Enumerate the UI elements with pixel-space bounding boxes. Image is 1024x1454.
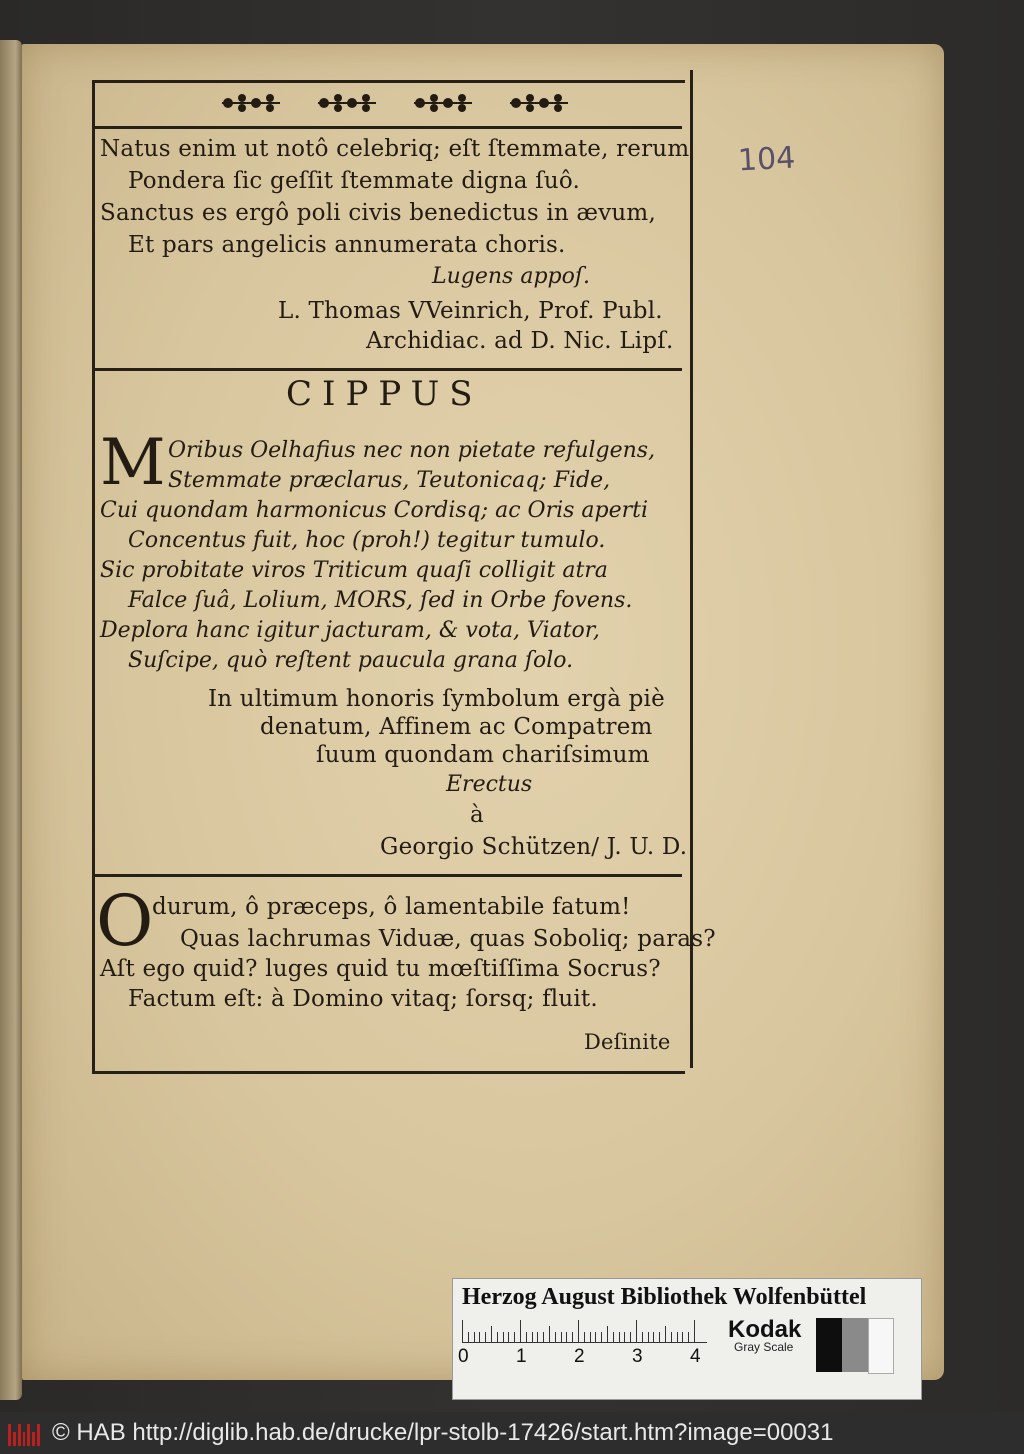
ornament-band xyxy=(220,92,570,120)
verse-line: Pondera ſic geſſit ſtemmate digna ſuô. xyxy=(128,168,581,194)
section-divider xyxy=(92,368,682,371)
ruler-tick xyxy=(549,1326,550,1342)
ruler-tick xyxy=(578,1320,579,1342)
verse-line: Quas lachrumas Viduæ, quas Soboliq; paras? xyxy=(180,926,716,952)
ruler-tick xyxy=(474,1332,475,1342)
ruler-tick xyxy=(462,1320,463,1342)
gray-swatch-black xyxy=(816,1318,842,1372)
ruler-tick xyxy=(613,1332,614,1342)
dropcap-m: M xyxy=(100,426,166,500)
book-spine-edge xyxy=(0,40,22,1400)
ruler-tick xyxy=(636,1320,637,1342)
ruler-tick xyxy=(468,1332,469,1342)
verse-line: Factum eſt: à Domino vitaq; ſorsq; fluit. xyxy=(128,986,598,1012)
signature-title: Archidiac. ad D. Nic. Lipſ. xyxy=(366,328,674,354)
verse-line: Natus enim ut notô celebriq; eſt ſtemmate, rerum xyxy=(100,136,690,162)
ruler-tick xyxy=(561,1332,562,1342)
author-name: Georgio Schützen/ J. U. D. xyxy=(380,834,688,860)
floral-ornament-icon xyxy=(508,92,570,114)
ruler-tick xyxy=(653,1332,654,1342)
dedication-line: In ultimum honoris ſymbolum ergà piè xyxy=(208,686,665,712)
handwritten-page-number: 104 xyxy=(737,140,797,179)
kodak-brand: Kodak xyxy=(728,1316,802,1343)
verse-line: Aſt ego quid? luges quid tu mœſtiſſima Socrus? xyxy=(100,956,661,982)
ruler-tick xyxy=(532,1332,533,1342)
ruler-tick xyxy=(572,1332,573,1342)
erectus-label: Erectus xyxy=(446,772,533,797)
floral-ornament-icon xyxy=(220,92,282,114)
ruler-tick xyxy=(590,1332,591,1342)
ruler-tick xyxy=(485,1332,486,1342)
ruler-tick xyxy=(479,1332,480,1342)
footer-permalink[interactable]: © HAB http://diglib.hab.de/drucke/lpr-stolb-17426/start.htm?image=00031 xyxy=(52,1419,834,1446)
verse-line: Et pars angelicis annumerata choris. xyxy=(128,232,566,258)
ruler-tick xyxy=(514,1332,515,1342)
ruler-tick xyxy=(520,1320,521,1342)
ruler-tick xyxy=(595,1332,596,1342)
epitaph-line: Concentus fuit, hoc (proh!) tegitur tumulo. xyxy=(128,528,606,553)
ruler-label: 0 xyxy=(458,1346,469,1367)
ruler-label: 4 xyxy=(690,1346,701,1367)
floral-ornament-icon xyxy=(316,92,378,114)
ruler-tick xyxy=(665,1326,666,1342)
ruler-tick xyxy=(619,1332,620,1342)
epitaph-line: Falce ſuâ, Lolium, MORS, ſed in Orbe fovens. xyxy=(128,588,633,613)
ruler-tick xyxy=(607,1326,608,1342)
ruler-tick xyxy=(688,1332,689,1342)
ruler-label: 3 xyxy=(632,1346,643,1367)
a-label: à xyxy=(470,802,484,828)
ruler-tick xyxy=(601,1332,602,1342)
measurement-ruler xyxy=(462,1318,707,1343)
ruler-tick xyxy=(648,1332,649,1342)
hab-logo-icon xyxy=(8,1420,40,1446)
epitaph-line: Cui quondam harmonicus Cordisq; ac Oris aperti xyxy=(100,498,649,523)
ruler-tick xyxy=(671,1332,672,1342)
catchword: Deſinite xyxy=(584,1030,671,1054)
dropcap-o: O xyxy=(96,880,154,962)
verse-line: Sanctus es ergô poli civis benedictus in ævum, xyxy=(100,200,656,226)
ruler-tick xyxy=(659,1332,660,1342)
floral-ornament-icon xyxy=(412,92,474,114)
cippus-heading: CIPPUS xyxy=(286,374,483,414)
ruler-tick xyxy=(543,1332,544,1342)
ruler-label: 1 xyxy=(516,1346,527,1367)
epitaph-line: Oribus Oelhafius nec non pietate refulgens, xyxy=(168,438,656,463)
ruler-tick xyxy=(694,1320,695,1342)
gray-swatch-white xyxy=(868,1318,894,1374)
ruler-tick xyxy=(677,1332,678,1342)
dedication-line: denatum, Affinem ac Compatrem xyxy=(260,714,653,740)
viewer-footer xyxy=(0,1412,1024,1454)
ruler-tick xyxy=(566,1332,567,1342)
ruler-label: 2 xyxy=(574,1346,585,1367)
ruler-tick xyxy=(555,1332,556,1342)
ruler-tick xyxy=(630,1332,631,1342)
ruler-tick xyxy=(503,1332,504,1342)
ornament-rule xyxy=(92,126,682,129)
dedication-line: ſuum quondam chariſsimum xyxy=(316,742,650,768)
ruler-tick xyxy=(537,1332,538,1342)
card-title: Herzog August Bibliothek Wolfenbüttel xyxy=(462,1284,867,1310)
epitaph-line: Deplora hanc igitur jacturam, & vota, Viator, xyxy=(100,618,600,643)
ruler-tick xyxy=(508,1332,509,1342)
gray-swatch-mid xyxy=(842,1318,868,1372)
ruler-tick xyxy=(624,1332,625,1342)
epitaph-line: Sic probitate viros Triticum quaſi colligit atra xyxy=(100,558,608,583)
text-border-right xyxy=(690,70,693,1068)
ruler-tick xyxy=(682,1332,683,1342)
ruler-tick xyxy=(526,1332,527,1342)
gray-scale-label: Gray Scale xyxy=(734,1340,794,1354)
signature-name: L. Thomas VVeinrich, Prof. Publ. xyxy=(278,298,663,324)
ruler-tick xyxy=(491,1326,492,1342)
signature-lead: Lugens appoſ. xyxy=(432,264,590,289)
epitaph-line: Stemmate præclarus, Teutonicaq; Fide, xyxy=(168,468,611,493)
ruler-tick xyxy=(642,1332,643,1342)
verse-line: durum, ô præceps, ô lamentabile fatum! xyxy=(152,894,631,920)
section-divider xyxy=(92,874,682,877)
ruler-tick xyxy=(497,1332,498,1342)
ruler-tick xyxy=(584,1332,585,1342)
epitaph-line: Suſcipe, quò reſtent paucula grana ſolo. xyxy=(128,648,574,673)
